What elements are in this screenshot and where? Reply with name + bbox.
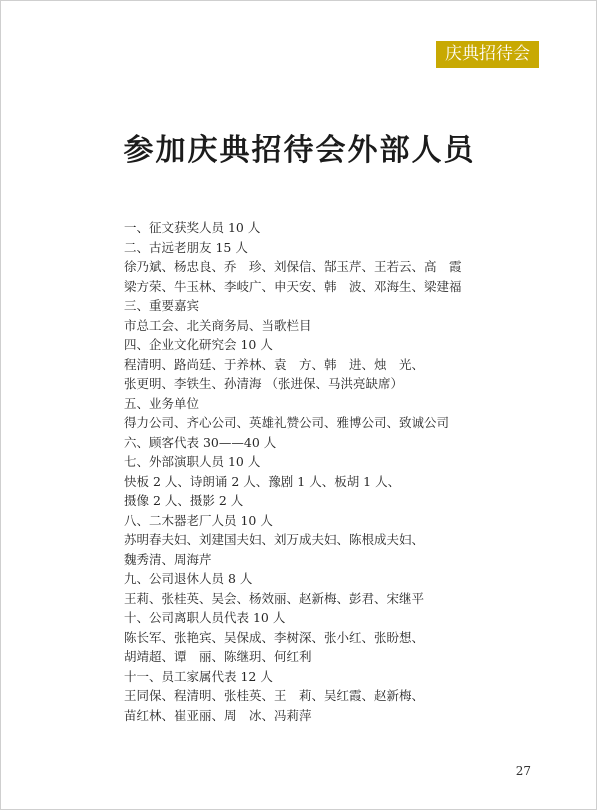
list-line: 王同保、程清明、张桂英、王 莉、吴红霞、赵新梅、 <box>124 688 425 703</box>
list-line: 梁方荣、牛玉林、李岐广、申天安、韩 波、邓海生、梁建福 <box>124 278 462 294</box>
list-line: 胡靖超、谭 丽、陈继玥、何红利 <box>124 649 312 664</box>
list-line: 市总工会、北关商务局、当歌栏目 <box>124 317 312 333</box>
list-line: 陈长军、张艳宾、吴保成、李树深、张小红、张盼想、 <box>124 629 425 645</box>
list-line: 四、企业文化研究会 10 人 <box>124 337 273 352</box>
list-line: 一、征文获奖人员 10 人 <box>124 220 261 235</box>
list-line: 徐乃斌、杨忠良、乔 珍、刘保信、郜玉芹、王若云、高 霞 <box>124 259 462 274</box>
list-line: 程清明、路尚廷、于养林、袁 方、韩 进、烛 光、 <box>124 356 425 372</box>
list-line: 苏明春夫妇、刘建国夫妇、刘万成夫妇、陈根成夫妇、 <box>124 532 425 547</box>
section-tag: 庆典招待会 <box>436 41 539 68</box>
list-line: 八、二木器老厂人员 10 人 <box>124 512 273 528</box>
list-line: 七、外部演职人员 10 人 <box>124 454 261 469</box>
list-line: 二、古远老朋友 15 人 <box>124 239 248 255</box>
attendee-list <box>124 218 544 725</box>
list-line: 快板 2 人、诗朗诵 2 人、豫剧 1 人、板胡 1 人、 <box>124 473 401 489</box>
page-title: 参加庆典招待会外部人员 <box>123 133 476 168</box>
list-line: 六、顾客代表 30——40 人 <box>124 434 277 450</box>
list-line: 五、业务单位 <box>124 395 200 411</box>
list-line: 王莉、张桂英、吴会、杨效丽、赵新梅、彭君、宋继平 <box>124 590 425 606</box>
list-line: 三、重要嘉宾 <box>124 298 200 313</box>
list-line: 张更明、李铁生、孙清海 （张进保、马洪亮缺席） <box>124 376 403 391</box>
list-line: 得力公司、齐心公司、英雄礼赞公司、雅博公司、致诚公司 <box>124 415 450 430</box>
page-number: 27 <box>515 764 531 778</box>
list-line: 十一、员工家属代表 12 人 <box>124 668 273 684</box>
list-line: 魏秀清、周海芹 <box>124 551 212 567</box>
list-line: 十、公司离职人员代表 10 人 <box>124 610 286 625</box>
list-line: 九、公司退休人员 8 人 <box>124 571 253 586</box>
list-line: 苗红林、崔亚丽、周 冰、冯莉萍 <box>124 707 312 723</box>
list-line: 摄像 2 人、摄影 2 人 <box>124 493 244 508</box>
